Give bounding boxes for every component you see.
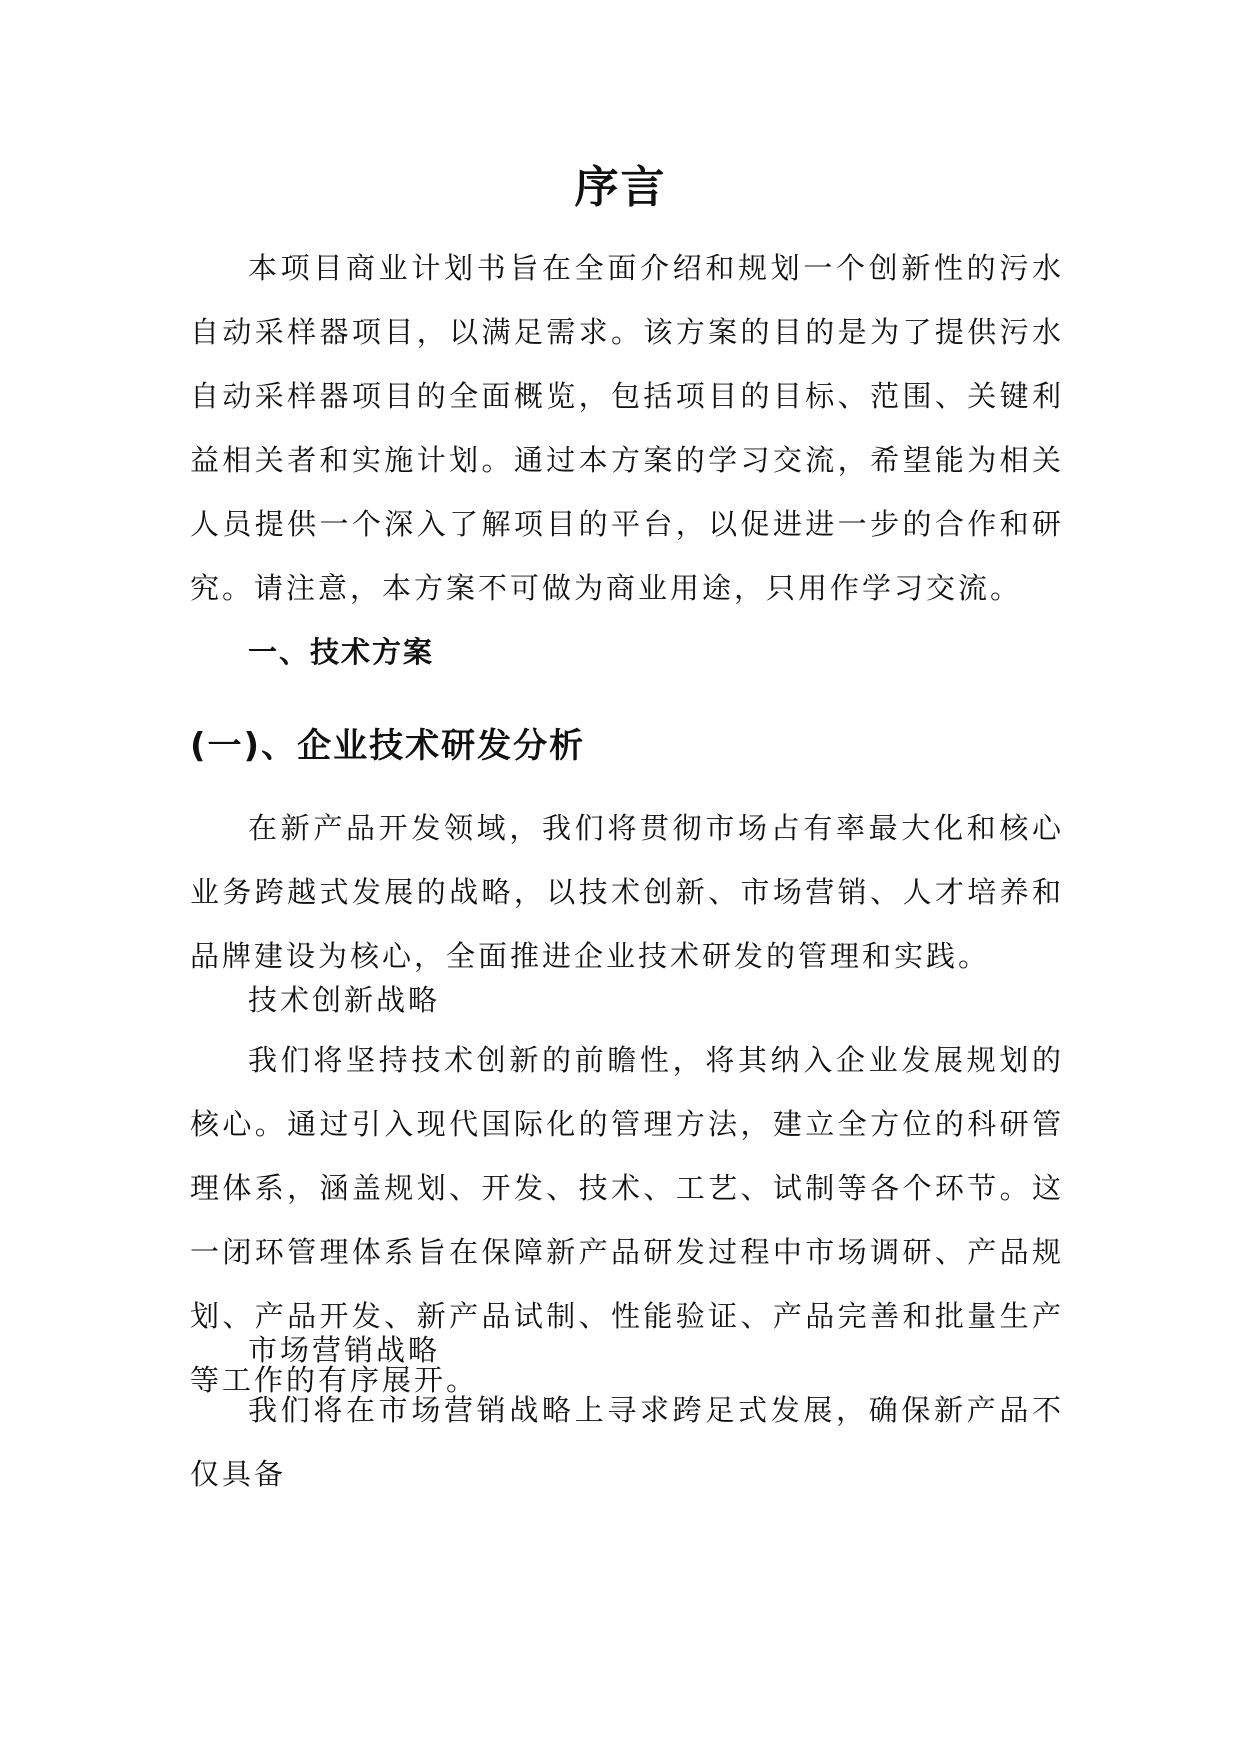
preface-paragraph: 本项目商业计划书旨在全面介绍和规划一个创新性的污水自动采样器项目，以满足需求。该方案的目的是为了提供污水自动采样器项目的全面概览，包括项目的目标、范围、关键利益相关者和实施计划。通过本方案的学习交流，希望能为相关人员提供一个深入了解项目的平台，以促进进一步的合作和研究。请注意，本方案不可做为商业用途，只用作学习交流。 bbox=[190, 251, 1064, 605]
intro-paragraph: 在新产品开发领域，我们将贯彻市场占有率最大化和核心业务跨越式发展的战略，以技术创新、市场营销、人才培养和品牌建设为核心，全面推进企业技术研发的管理和实践。 bbox=[190, 811, 1064, 973]
subhead-tech-innovation: 技术创新战略 bbox=[248, 983, 441, 1017]
marketing-paragraph: 我们将在市场营销战略上寻求跨足式发展，确保新产品不仅具备 bbox=[190, 1393, 1064, 1491]
document-title: 序言 bbox=[574, 162, 667, 213]
tech-innovation-paragraph: 我们将坚持技术创新的前瞻性，将其纳入企业发展规划的核心。通过引入现代国际化的管理方法，建立全方位的科研管理体系，涵盖规划、开发、技术、工艺、试制等各个环节。这一闭环管理体系旨在保障新产品研发过程中市场调研、产品规划、产品开发、新产品试制、性能验证、产品完善和批量生产等工作的有序展开。 bbox=[190, 1043, 1064, 1397]
section-heading-tech-plan: 一、技术方案 bbox=[248, 635, 435, 669]
subhead-marketing: 市场营销战略 bbox=[248, 1333, 441, 1367]
subsection-heading-rd-analysis: (一)、企业技术研发分析 bbox=[190, 726, 586, 766]
